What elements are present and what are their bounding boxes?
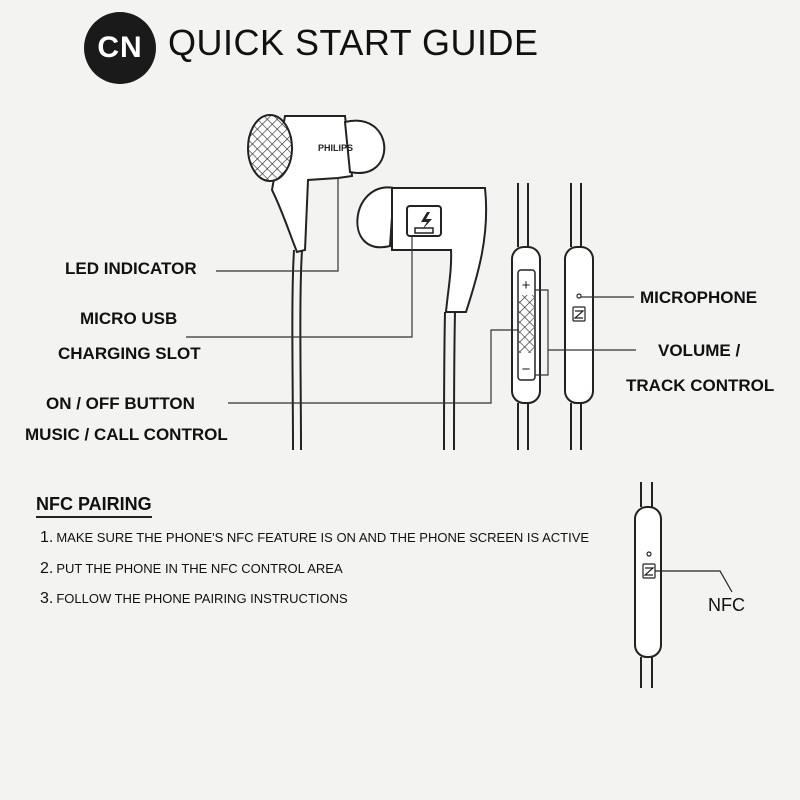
nfc-step-number: 3. [40, 590, 54, 607]
microphone-hole-icon [577, 294, 581, 298]
track-control-mesh [519, 295, 534, 353]
nfc-step-number: 1. [40, 529, 54, 546]
nfc-step-text: PUT THE PHONE IN THE NFC CONTROL AREA [56, 561, 343, 576]
label-track-control: TRACK CONTROL [626, 376, 775, 395]
microphone-body-illustration [565, 183, 593, 450]
nfc-pairing-heading: NFC PAIRING [36, 494, 152, 518]
remote-control-illustration [512, 183, 540, 450]
label-volume: VOLUME / [658, 341, 741, 360]
page-title: QUICK START GUIDE [168, 22, 539, 63]
nfc-step-2 [40, 560, 343, 578]
nfc-remote-illustration [635, 482, 732, 688]
right-earbud-illustration [357, 187, 486, 450]
label-music-call-control: MUSIC / CALL CONTROL [25, 425, 228, 444]
nfc-step-3 [40, 590, 348, 608]
label-led-indicator: LED INDICATOR [65, 259, 197, 278]
nfc-step-text: MAKE SURE THE PHONE'S NFC FEATURE IS ON AND THE PHONE SCREEN IS ACTIVE [56, 530, 590, 545]
label-microphone: MICROPHONE [640, 288, 758, 307]
label-micro-usb: MICRO USB [80, 309, 178, 328]
nfc-step-number: 2. [40, 560, 54, 577]
label-charging-slot: CHARGING SLOT [58, 344, 201, 363]
nfc-step-text: FOLLOW THE PHONE PAIRING INSTRUCTIONS [56, 591, 348, 606]
language-badge-text: CN [97, 31, 143, 64]
plus-icon: + [521, 277, 531, 294]
nfc-tag-label: NFC [708, 595, 745, 615]
micro-usb-port [415, 228, 433, 233]
left-earbud-illustration [248, 115, 384, 450]
speaker-mesh [248, 115, 292, 181]
nfc-step-1 [40, 529, 589, 547]
label-on-off-button: ON / OFF BUTTON [46, 394, 195, 413]
minus-icon: − [521, 361, 531, 378]
brand-logo: PHILIPS [318, 143, 354, 153]
